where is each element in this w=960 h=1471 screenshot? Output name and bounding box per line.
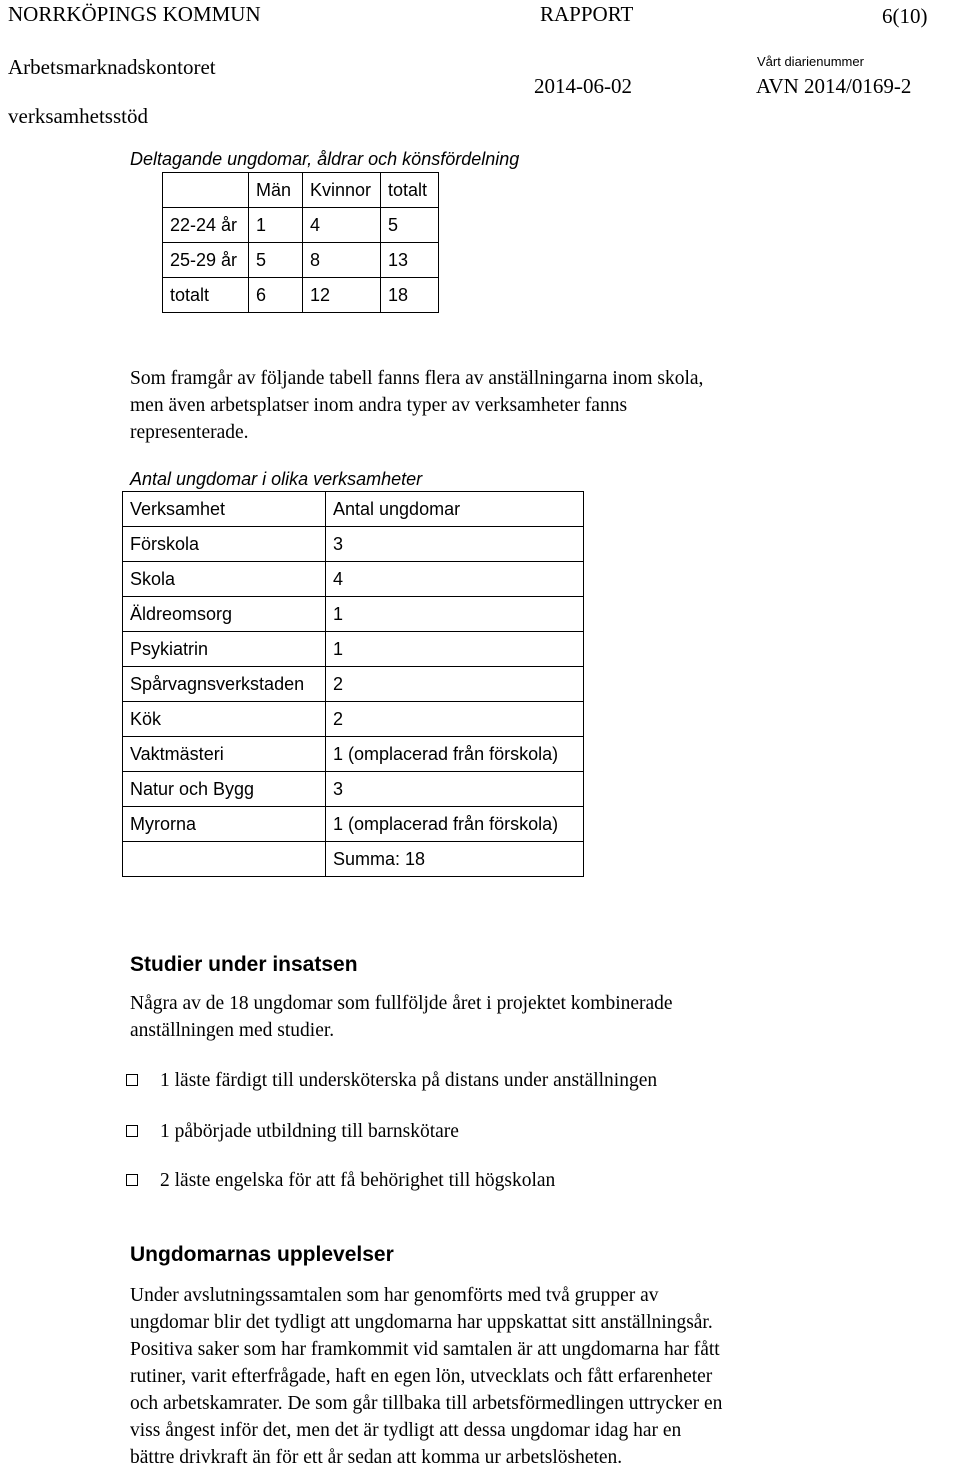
table-cell: 1 [249, 208, 303, 243]
table-cell: 3 [326, 527, 584, 562]
table-row [123, 772, 584, 807]
table-header-cell: Män [249, 173, 303, 208]
table-row [123, 632, 584, 667]
table-row [123, 702, 584, 737]
checkbox-bullet-icon [126, 1125, 138, 1137]
table-cell: Kök [123, 702, 326, 737]
table-cell: 1 [326, 632, 584, 667]
list-item [126, 1170, 555, 1192]
intro-paragraph [130, 365, 703, 446]
table-header-cell: Kvinnor [303, 173, 381, 208]
report-date: 2014-06-02 [534, 74, 632, 98]
table-header-cell: Verksamhet [123, 492, 326, 527]
table-row [163, 278, 439, 313]
table-cell: 3 [326, 772, 584, 807]
list-item-text: 1 läste färdigt till undersköterska på distans under anställningen [160, 1070, 658, 1091]
section-heading-experiences: Ungdomarnas upplevelser [130, 1243, 394, 1266]
table-cell: Natur och Bygg [123, 772, 326, 807]
organization-name: NORRKÖPINGS KOMMUN [8, 2, 261, 26]
table-cell: Summa: 18 [326, 842, 584, 877]
table-row [163, 208, 439, 243]
paragraph-line: och arbetskamrater. De som går tillbaka till arbetsförmedlingen uttrycker en [130, 1393, 723, 1414]
department-name: Arbetsmarknadskontoret [8, 55, 216, 79]
table-row [123, 807, 584, 842]
table-header-cell: totalt [381, 173, 439, 208]
table-header-cell [163, 173, 249, 208]
paragraph-line: viss ångest inför det, men det är tydligt att dessa ungdomar idag har en [130, 1420, 682, 1441]
table-cell: Myrorna [123, 807, 326, 842]
table-row [163, 243, 439, 278]
table-cell: Psykiatrin [123, 632, 326, 667]
table-cell: 18 [381, 278, 439, 313]
table-row [123, 562, 584, 597]
table-cell: 6 [249, 278, 303, 313]
unit-name: verksamhetsstöd [8, 104, 148, 128]
paragraph-line: Som framgår av följande tabell fanns flera av anställningarna inom skola, [130, 368, 704, 389]
table-row [123, 527, 584, 562]
studies-paragraph [130, 990, 673, 1044]
table-cell: Förskola [123, 527, 326, 562]
table-cell: 2 [326, 702, 584, 737]
table-cell: 22-24 år [163, 208, 249, 243]
page-number: 6(10) [882, 4, 928, 28]
table-cell: totalt [163, 278, 249, 313]
table-cell: 2 [326, 667, 584, 702]
table-header-row [123, 492, 584, 527]
table-cell: 8 [303, 243, 381, 278]
paragraph-line: men även arbetsplatser inom andra typer av verksamheter fanns [130, 395, 628, 416]
table-cell [123, 842, 326, 877]
paragraph-line: bättre drivkraft än för ett år sedan att komma ur arbetslösheten. [130, 1447, 623, 1468]
table-header-cell: Antal ungdomar [326, 492, 584, 527]
diarie-number: AVN 2014/0169-2 [756, 74, 912, 98]
checkbox-bullet-icon [126, 1074, 138, 1086]
list-item [126, 1121, 459, 1143]
paragraph-line: Under avslutningssamtalen som har genomförts med två grupper av [130, 1285, 659, 1306]
table-cell: 25-29 år [163, 243, 249, 278]
paragraph-line: anställningen med studier. [130, 1020, 335, 1041]
paragraph-line: representerade. [130, 422, 249, 443]
table-cell: 12 [303, 278, 381, 313]
table-cell: 5 [381, 208, 439, 243]
table-cell: Äldreomsorg [123, 597, 326, 632]
section-heading-studies: Studier under insatsen [130, 953, 358, 976]
table-cell: Vaktmästeri [123, 737, 326, 772]
experiences-paragraph [130, 1282, 722, 1471]
table-cell: Skola [123, 562, 326, 597]
table-cell: 13 [381, 243, 439, 278]
table-cell: 1 (omplacerad från förskola) [326, 807, 584, 842]
table-row [123, 667, 584, 702]
table1-caption: Deltagande ungdomar, åldrar och könsfördelning [130, 149, 520, 169]
table-cell: Spårvagnsverkstaden [123, 667, 326, 702]
table-header-row [163, 173, 439, 208]
paragraph-line: rutiner, varit efterfrågade, haft en egen lön, utvecklats och fått erfarenheter [130, 1366, 713, 1387]
table-row [123, 737, 584, 772]
table-cell: 1 [326, 597, 584, 632]
table-cell: 4 [303, 208, 381, 243]
list-item [126, 1070, 657, 1092]
table-cell: 5 [249, 243, 303, 278]
table-cell: 4 [326, 562, 584, 597]
list-item-text: 1 påbörjade utbildning till barnskötare [160, 1121, 459, 1142]
age-gender-table [162, 172, 439, 313]
table-row [123, 597, 584, 632]
workplace-table [122, 491, 584, 877]
paragraph-line: Positiva saker som har framkommit vid samtalen är att ungdomarna har fått [130, 1339, 720, 1360]
list-item-text: 2 läste engelska för att få behörighet till högskolan [160, 1170, 556, 1191]
paragraph-line: Några av de 18 ungdomar som fullföljde året i projektet kombinerade [130, 993, 673, 1014]
table-cell: 1 (omplacerad från förskola) [326, 737, 584, 772]
diarie-label: Vårt diarienummer [757, 54, 864, 69]
checkbox-bullet-icon [126, 1174, 138, 1186]
table-total-row [123, 842, 584, 877]
table2-caption: Antal ungdomar i olika verksamheter [130, 469, 423, 489]
paragraph-line: ungdomar blir det tydligt att ungdomarna har uppskattat sitt anställningsår. [130, 1312, 713, 1333]
document-type: RAPPORT [540, 2, 634, 26]
